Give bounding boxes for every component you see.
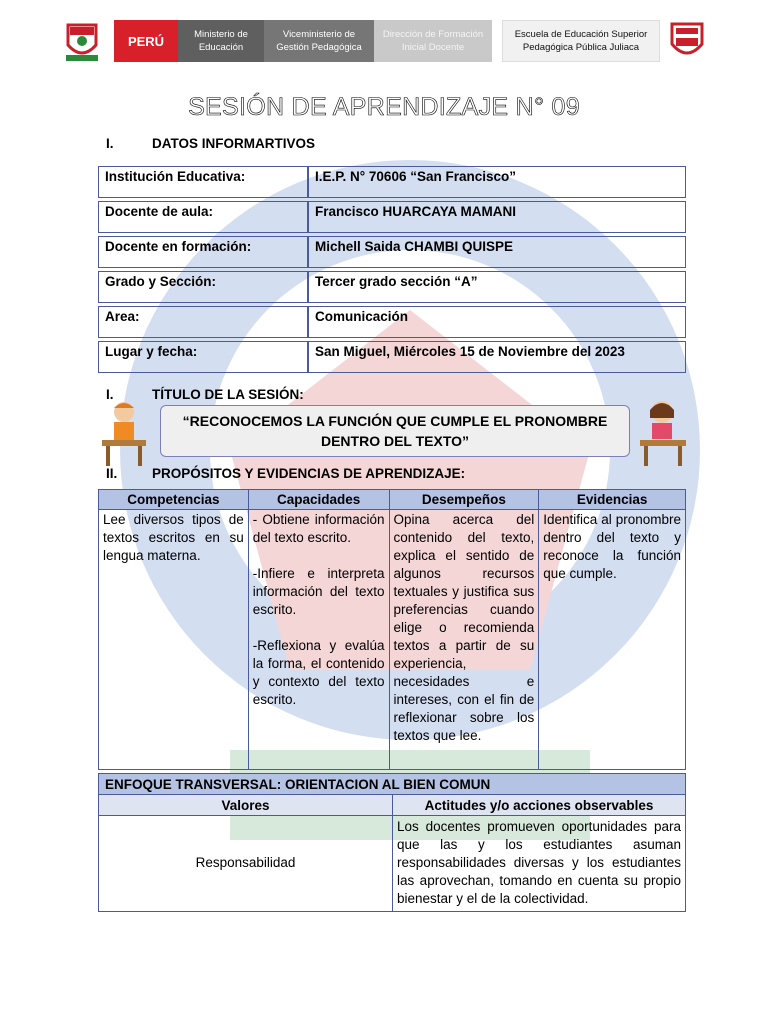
datos-value: San Miguel, Miércoles 15 de Noviembre del 2023 <box>308 341 686 373</box>
competencia-cell: Lee diversos tipos de textos escritos en su lengua materna. <box>99 510 249 770</box>
enfoque-table <box>98 773 686 912</box>
capacidad-item: - Obtiene información del texto escrito. <box>252 512 385 545</box>
header-competencias: Competencias <box>99 490 249 510</box>
header-desempenos: Desempeños <box>389 490 539 510</box>
section-datos-heading: I. DATOS INFORMARTIVOS <box>106 136 316 151</box>
header-evidencias: Evidencias <box>539 490 686 510</box>
datos-table <box>98 163 686 376</box>
datos-label: Grado y Sección: <box>98 271 308 303</box>
datos-label: Lugar y fecha: <box>98 341 308 373</box>
datos-row <box>98 271 686 303</box>
institution-header <box>60 18 724 64</box>
datos-value: Francisco HUARCAYA MAMANI <box>308 201 686 233</box>
peru-label: PERÚ <box>114 20 178 62</box>
datos-value: I.E.P. N° 70606 “San Francisco” <box>308 166 686 198</box>
datos-label: Docente de aula: <box>98 201 308 233</box>
evidencia-cell: Identifica al pronombre dentro del texto y reconoce la función que cumple. <box>539 510 686 770</box>
student-girl-icon <box>636 396 690 468</box>
datos-label: Institución Educativa: <box>98 166 308 198</box>
valor-cell: Responsabilidad <box>99 816 393 912</box>
capacidades-cell <box>248 510 389 770</box>
ministerio-label: Ministerio de Educación <box>178 20 264 62</box>
datos-row <box>98 236 686 268</box>
header-actitudes: Actitudes y/o acciones observables <box>393 795 686 816</box>
header-valores: Valores <box>99 795 393 816</box>
section-propositos-heading: II. PROPÓSITOS Y EVIDENCIAS DE APRENDIZAJE: <box>106 466 466 481</box>
escuela-label: Escuela de Educación Superior Pedagógica Pública Juliaca <box>502 20 660 62</box>
capacidad-item: -Reflexiona y evalúa la forma, el contenido y contexto del texto escrito. <box>252 638 385 707</box>
datos-row <box>98 166 686 198</box>
datos-value: Tercer grado sección “A” <box>308 271 686 303</box>
desempeno-cell: Opina acerca del contenido del texto, explica el sentido de algunos recursos textuales y justifica sus preferencias cuando elige o recomienda textos a partir de su experiencia, necesidades e intereses, con el fin de reflexionar sobre los textos que lee. <box>389 510 539 770</box>
datos-label: Docente en formación: <box>98 236 308 268</box>
student-boy-icon <box>100 398 150 468</box>
datos-row <box>98 306 686 338</box>
viceministerio-label: Viceministerio de Gestión Pedagógica <box>264 20 374 62</box>
datos-value: Comunicación <box>308 306 686 338</box>
datos-label: Area: <box>98 306 308 338</box>
datos-row <box>98 341 686 373</box>
actitud-cell: Los docentes promueven oportunidades para que las y los estudiantes asuman responsabilidades diversas y los estudiantes las aprovechan, tomando en cuenta su propio bienestar y el de la colectividad. <box>393 816 686 912</box>
section-titulo-heading: I. TÍTULO DE LA SESIÓN: <box>106 387 304 402</box>
propositos-table <box>98 489 686 770</box>
peru-crest-icon <box>60 19 104 63</box>
direccion-label: Dirección de Formación Inicial Docente <box>374 20 492 62</box>
page-title: SESIÓN DE APRENDIZAJE N° 09 <box>188 93 580 121</box>
datos-row <box>98 201 686 233</box>
session-title-banner <box>160 405 630 457</box>
escuela-shield-icon <box>668 20 706 62</box>
session-title-text: “RECONOCEMOS LA FUNCIÓN QUE CUMPLE EL PRONOMBRE DENTRO DEL TEXTO” <box>182 413 608 449</box>
header-capacidades: Capacidades <box>248 490 389 510</box>
datos-value: Michell Saida CHAMBI QUISPE <box>308 236 686 268</box>
capacidad-item: -Infiere e interpreta información del texto escrito. <box>252 566 385 617</box>
enfoque-title: ENFOQUE TRANSVERSAL: ORIENTACION AL BIEN COMUN <box>99 774 686 795</box>
